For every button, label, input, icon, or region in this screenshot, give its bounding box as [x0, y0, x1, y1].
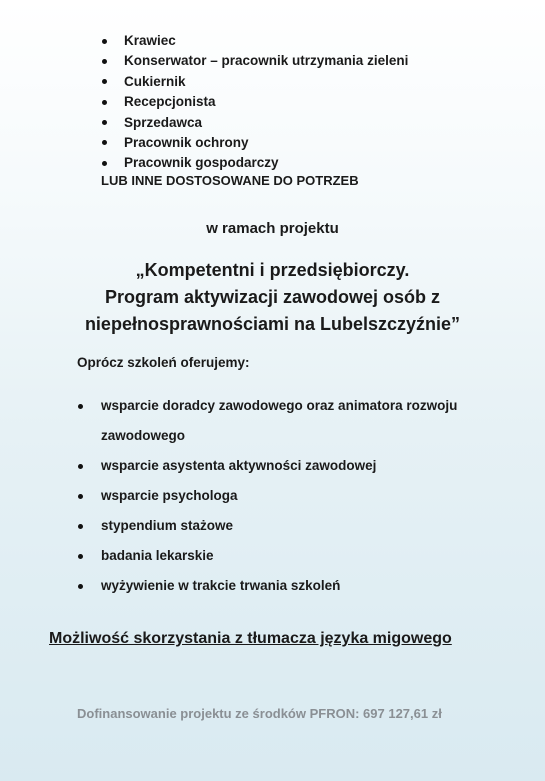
list-item: wsparcie asystenta aktywności zawodowej: [77, 451, 497, 481]
list-item: wsparcie psychologa: [77, 481, 497, 511]
project-title-line: „Kompetentni i przedsiębiorczy.: [135, 260, 410, 280]
project-title-line: niepełnosprawnościami na Lubelszczyźnie”: [84, 314, 461, 334]
list-item: stypendium stażowe: [77, 511, 497, 541]
project-title-line: Program aktywizacji zawodowej osób z: [104, 287, 441, 307]
list-item: wyżywienie w trakcie trwania szkoleń: [77, 571, 497, 601]
list-item: Cukiernik: [101, 72, 408, 92]
list-item: Pracownik ochrony: [101, 133, 408, 153]
list-item: badania lekarskie: [77, 541, 497, 571]
list-item: Sprzedawca: [101, 113, 408, 133]
support-list: [77, 391, 497, 601]
positions-note: LUB INNE DOSTOSOWANE DO POTRZEB: [101, 173, 359, 188]
offer-heading: Oprócz szkoleń oferujemy:: [77, 355, 250, 370]
project-title: [0, 257, 545, 338]
sign-language-note: Możliwość skorzystania z tłumacza języka migowego: [49, 630, 452, 647]
list-item: Krawiec: [101, 31, 408, 51]
framework-text: w ramach projektu: [206, 220, 339, 237]
list-item: Konserwator – pracownik utrzymania zieleni: [101, 51, 408, 71]
list-item: Pracownik gospodarczy: [101, 153, 408, 173]
list-item: wsparcie doradcy zawodowego oraz animatora rozwoju zawodowego: [77, 391, 497, 451]
job-positions-list: [101, 31, 408, 174]
funding-note: Dofinansowanie projektu ze środków PFRON: 697 127,61 zł: [77, 706, 442, 721]
list-item: Recepcjonista: [101, 92, 408, 112]
